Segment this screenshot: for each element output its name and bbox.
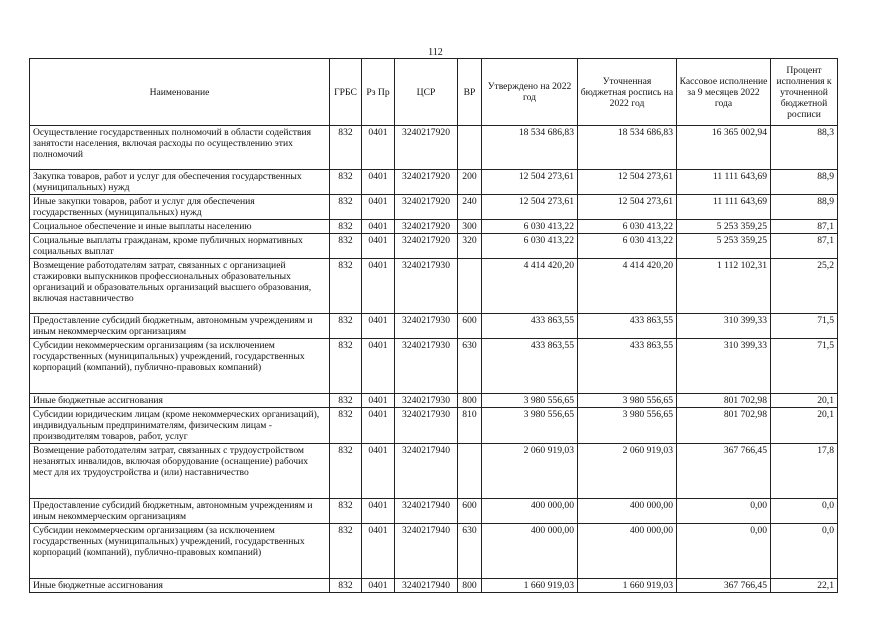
- cell-csr: 3240217930: [395, 314, 458, 339]
- cell-name: Социальное обеспечение и иные выплаты населению: [30, 220, 330, 234]
- table-row: [30, 408, 838, 444]
- cell-rz-pr: 0401: [362, 126, 395, 170]
- cell-percent: 71,5: [771, 314, 838, 339]
- cell-vr: 800: [458, 579, 482, 593]
- header-grbs: ГРБС: [330, 59, 362, 126]
- cell-refined: 3 980 556,65: [578, 408, 677, 444]
- cell-rz-pr: 0401: [362, 394, 395, 408]
- cell-percent: 88,9: [771, 195, 838, 220]
- table-row: [30, 499, 838, 524]
- cell-cash: 310 399,33: [677, 314, 771, 339]
- cell-approved: 12 504 273,61: [482, 195, 578, 220]
- cell-approved: 3 980 556,65: [482, 408, 578, 444]
- cell-name: Осуществление государственных полномочий в области содействия занятости населения, включая расходы по осуществлению этих полномочий: [30, 126, 330, 170]
- cell-rz-pr: 0401: [362, 579, 395, 593]
- cell-approved: 12 504 273,61: [482, 170, 578, 195]
- cell-refined: 12 504 273,61: [578, 195, 677, 220]
- cell-refined: 400 000,00: [578, 524, 677, 579]
- cell-csr: 3240217940: [395, 524, 458, 579]
- cell-percent: 20,1: [771, 408, 838, 444]
- cell-vr: 630: [458, 524, 482, 579]
- cell-refined: 400 000,00: [578, 499, 677, 524]
- cell-name: Возмещение работодателям затрат, связанных с трудоустройством незанятых инвалидов, включая оборудование (оснащение) рабочих мест для их трудоустройства и (или) наставничество: [30, 444, 330, 499]
- cell-cash: 1 112 102,31: [677, 259, 771, 314]
- header-approved: Утверждено на 2022 год: [482, 59, 578, 126]
- cell-percent: 0,0: [771, 524, 838, 579]
- cell-percent: 22,1: [771, 579, 838, 593]
- table-row: [30, 314, 838, 339]
- cell-grbs: 832: [330, 524, 362, 579]
- cell-grbs: 832: [330, 170, 362, 195]
- cell-name: Иные бюджетные ассигнования: [30, 394, 330, 408]
- cell-refined: 433 863,55: [578, 314, 677, 339]
- table-row: [30, 339, 838, 394]
- cell-grbs: 832: [330, 444, 362, 499]
- cell-percent: 87,1: [771, 220, 838, 234]
- cell-name: Субсидии юридическим лицам (кроме некоммерческих организаций), индивидуальным предпринимателям, физическим лицам - производителям товаров, работ, услуг: [30, 408, 330, 444]
- cell-vr: 810: [458, 408, 482, 444]
- cell-cash: 5 253 359,25: [677, 234, 771, 259]
- cell-name: Субсидии некоммерческим организациям (за исключением государственных (муниципальных) учреждений, государственных корпораций (компаний), публично-правовых компаний): [30, 524, 330, 579]
- cell-csr: 3240217920: [395, 220, 458, 234]
- cell-refined: 12 504 273,61: [578, 170, 677, 195]
- cell-csr: 3240217920: [395, 234, 458, 259]
- cell-approved: 433 863,55: [482, 339, 578, 394]
- cell-csr: 3240217930: [395, 394, 458, 408]
- cell-vr: 600: [458, 499, 482, 524]
- header-vr: ВР: [458, 59, 482, 126]
- cell-vr: [458, 444, 482, 499]
- cell-grbs: 832: [330, 314, 362, 339]
- cell-cash: 0,00: [677, 499, 771, 524]
- cell-name: Субсидии некоммерческим организациям (за исключением государственных (муниципальных) учреждений, государственных корпораций (компаний), публично-правовых компаний): [30, 339, 330, 394]
- cell-name: Иные закупки товаров, работ и услуг для обеспечения государственных (муниципальных) нужд: [30, 195, 330, 220]
- cell-grbs: 832: [330, 220, 362, 234]
- cell-csr: 3240217920: [395, 195, 458, 220]
- cell-cash: 11 111 643,69: [677, 170, 771, 195]
- table-row: [30, 444, 838, 499]
- cell-refined: 3 980 556,65: [578, 394, 677, 408]
- cell-grbs: 832: [330, 499, 362, 524]
- cell-refined: 6 030 413,22: [578, 234, 677, 259]
- cell-cash: 801 702,98: [677, 408, 771, 444]
- table-row: [30, 220, 838, 234]
- cell-vr: 240: [458, 195, 482, 220]
- cell-grbs: 832: [330, 195, 362, 220]
- cell-percent: 88,9: [771, 170, 838, 195]
- cell-rz-pr: 0401: [362, 170, 395, 195]
- header-percent: Процент исполнения к уточненной бюджетной росписи: [771, 59, 838, 126]
- header-refined: Уточненная бюджетная роспись на 2022 год: [578, 59, 677, 126]
- page-number: 112: [428, 47, 443, 58]
- cell-name: Предоставление субсидий бюджетным, автономным учреждениям и иным некоммерческим организациям: [30, 314, 330, 339]
- cell-approved: 2 060 919,03: [482, 444, 578, 499]
- cell-csr: 3240217940: [395, 444, 458, 499]
- cell-percent: 88,3: [771, 126, 838, 170]
- header-csr: ЦСР: [395, 59, 458, 126]
- cell-cash: 367 766,45: [677, 579, 771, 593]
- cell-grbs: 832: [330, 408, 362, 444]
- cell-grbs: 832: [330, 234, 362, 259]
- cell-approved: 6 030 413,22: [482, 234, 578, 259]
- cell-vr: 320: [458, 234, 482, 259]
- cell-rz-pr: 0401: [362, 314, 395, 339]
- header-cash: Кассовое исполнение за 9 месяцев 2022 года: [677, 59, 771, 126]
- cell-grbs: 832: [330, 126, 362, 170]
- cell-grbs: 832: [330, 394, 362, 408]
- cell-refined: 2 060 919,03: [578, 444, 677, 499]
- cell-rz-pr: 0401: [362, 499, 395, 524]
- cell-vr: 800: [458, 394, 482, 408]
- table-row: [30, 170, 838, 195]
- cell-csr: 3240217940: [395, 579, 458, 593]
- cell-cash: 16 365 002,94: [677, 126, 771, 170]
- cell-refined: 6 030 413,22: [578, 220, 677, 234]
- cell-csr: 3240217940: [395, 499, 458, 524]
- table-row: [30, 126, 838, 170]
- cell-csr: 3240217920: [395, 126, 458, 170]
- cell-refined: 4 414 420,20: [578, 259, 677, 314]
- cell-vr: [458, 259, 482, 314]
- budget-table: [29, 58, 838, 593]
- cell-percent: 17,8: [771, 444, 838, 499]
- cell-csr: 3240217930: [395, 259, 458, 314]
- header-rz-pr: Рз Пр: [362, 59, 395, 126]
- cell-rz-pr: 0401: [362, 259, 395, 314]
- cell-name: Предоставление субсидий бюджетным, автономным учреждениям и иным некоммерческим организациям: [30, 499, 330, 524]
- cell-cash: 5 253 359,25: [677, 220, 771, 234]
- cell-cash: 367 766,45: [677, 444, 771, 499]
- cell-rz-pr: 0401: [362, 220, 395, 234]
- cell-rz-pr: 0401: [362, 524, 395, 579]
- cell-percent: 87,1: [771, 234, 838, 259]
- cell-cash: 11 111 643,69: [677, 195, 771, 220]
- cell-approved: 400 000,00: [482, 499, 578, 524]
- cell-approved: 6 030 413,22: [482, 220, 578, 234]
- cell-approved: 1 660 919,03: [482, 579, 578, 593]
- cell-name: Закупка товаров, работ и услуг для обеспечения государственных (муниципальных) нужд: [30, 170, 330, 195]
- table-row: [30, 259, 838, 314]
- cell-name: Иные бюджетные ассигнования: [30, 579, 330, 593]
- cell-csr: 3240217920: [395, 170, 458, 195]
- cell-rz-pr: 0401: [362, 234, 395, 259]
- cell-rz-pr: 0401: [362, 408, 395, 444]
- cell-rz-pr: 0401: [362, 339, 395, 394]
- cell-grbs: 832: [330, 579, 362, 593]
- cell-approved: 433 863,55: [482, 314, 578, 339]
- cell-cash: 310 399,33: [677, 339, 771, 394]
- table-row: [30, 524, 838, 579]
- cell-vr: 300: [458, 220, 482, 234]
- cell-grbs: 832: [330, 339, 362, 394]
- cell-vr: [458, 126, 482, 170]
- cell-rz-pr: 0401: [362, 444, 395, 499]
- cell-percent: 20,1: [771, 394, 838, 408]
- cell-percent: 0,0: [771, 499, 838, 524]
- table-row: [30, 195, 838, 220]
- table-row: [30, 234, 838, 259]
- table-row: [30, 394, 838, 408]
- cell-approved: 4 414 420,20: [482, 259, 578, 314]
- cell-refined: 433 863,55: [578, 339, 677, 394]
- cell-name: Возмещение работодателям затрат, связанных с организацией стажировки выпускников профессиональных образовательных организаций и образовательных организаций высшего образования, включая наставничество: [30, 259, 330, 314]
- cell-vr: 200: [458, 170, 482, 195]
- cell-rz-pr: 0401: [362, 195, 395, 220]
- cell-approved: 18 534 686,83: [482, 126, 578, 170]
- cell-grbs: 832: [330, 259, 362, 314]
- cell-percent: 71,5: [771, 339, 838, 394]
- cell-refined: 18 534 686,83: [578, 126, 677, 170]
- table-row: [30, 579, 838, 593]
- table-header-row: [30, 59, 838, 126]
- header-name: Наименование: [30, 59, 330, 126]
- cell-cash: 0,00: [677, 524, 771, 579]
- cell-name: Социальные выплаты гражданам, кроме публичных нормативных социальных выплат: [30, 234, 330, 259]
- cell-refined: 1 660 919,03: [578, 579, 677, 593]
- cell-vr: 600: [458, 314, 482, 339]
- cell-approved: 3 980 556,65: [482, 394, 578, 408]
- cell-cash: 801 702,98: [677, 394, 771, 408]
- cell-csr: 3240217930: [395, 408, 458, 444]
- cell-percent: 25,2: [771, 259, 838, 314]
- cell-approved: 400 000,00: [482, 524, 578, 579]
- cell-vr: 630: [458, 339, 482, 394]
- cell-csr: 3240217930: [395, 339, 458, 394]
